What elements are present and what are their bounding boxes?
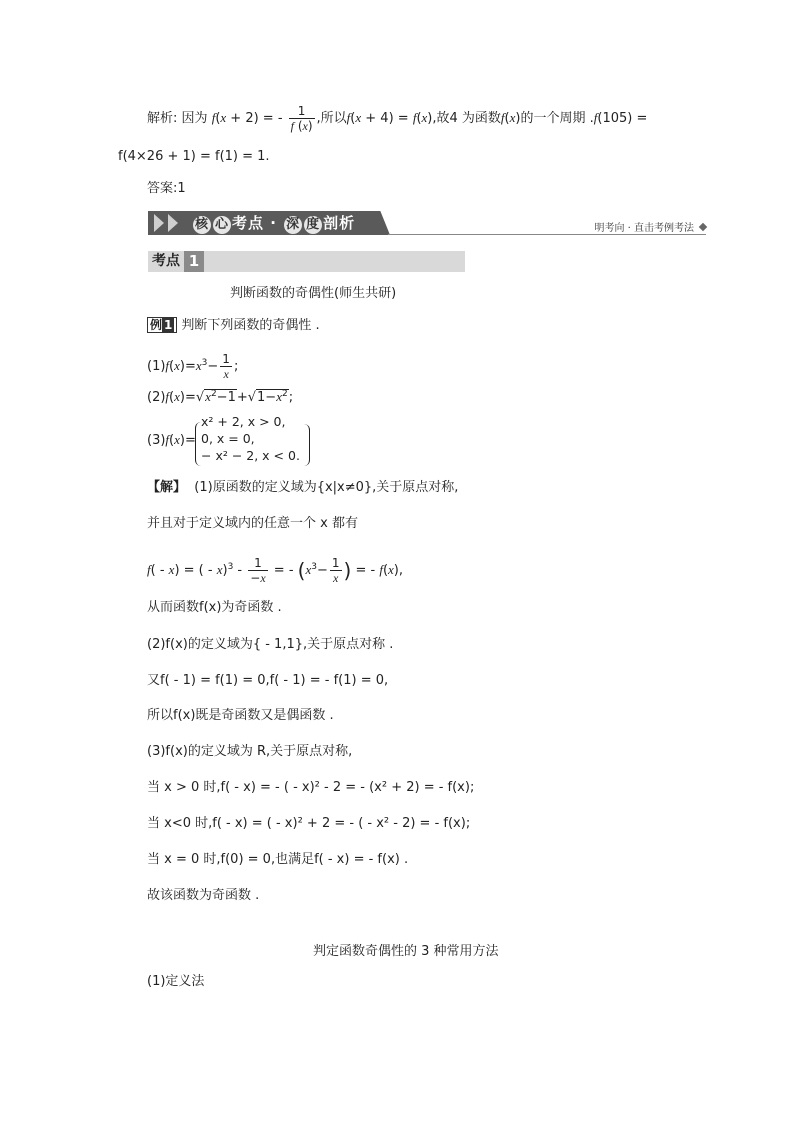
solution-line-8: (3)f(x)的定义域为 R,关于原点对称, bbox=[147, 744, 353, 759]
kaodian-label: 考点 bbox=[152, 253, 180, 269]
piecewise-line-3: − x² − 2, x < 0. bbox=[201, 448, 300, 463]
jiexi-text-3: ,故4 为函数 bbox=[432, 111, 501, 126]
example-item-2: $(2)f(x)=√x^2-1+√1-x^2$; bbox=[147, 389, 294, 405]
banner-title-char: 深 bbox=[286, 217, 301, 232]
banner-subtitle: 明考向 · 直击考例考法 bbox=[594, 223, 694, 234]
banner-title bbox=[192, 213, 355, 234]
diamond-icon bbox=[699, 223, 707, 231]
summary-item-1: (1)定义法 bbox=[147, 974, 205, 989]
example-tag: 例 1 bbox=[147, 317, 177, 333]
solution-line-12: 故该函数为奇函数 . bbox=[147, 888, 260, 903]
banner-title-char: 心 bbox=[214, 217, 229, 232]
brace-right bbox=[303, 424, 310, 466]
solution-label: 【解】 bbox=[147, 480, 187, 495]
banner-title-text: 剖析 bbox=[323, 214, 356, 232]
solution-line-10: 当 x<0 时,f( - x) = ( - x)² + 2 = - ( - x² - 2) = - f(x); bbox=[147, 816, 471, 831]
kaodian-bar bbox=[148, 251, 465, 272]
kaodian-number: 1 bbox=[184, 251, 204, 272]
jiexi-line-1: 解析: 因为 f(x + 2) = - $\frac{1}{f (x)}$ ,所以f(x + 4) = f(x),故4 为函数f(x)的一个周期 .f(105) = bbox=[147, 104, 648, 133]
solution-line-6: 又f( - 1) = f(1) = 0,f( - 1) = - f(1) = 0, bbox=[147, 673, 389, 688]
fraction: $\frac{1}{f (x)}$ bbox=[290, 104, 313, 133]
answer-line: 答案:1 bbox=[147, 181, 186, 196]
jiexi-line-2: f(4×26 + 1) = f(1) = 1. bbox=[118, 149, 270, 164]
solution-line-11: 当 x = 0 时,f(0) = 0,也满足f( - x) = - f(x) . bbox=[147, 852, 409, 867]
solution-line-4: 从而函数f(x)为奇函数 . bbox=[147, 600, 282, 615]
example-line bbox=[147, 317, 320, 335]
jiexi-label: 解析: bbox=[147, 111, 178, 126]
example-prompt: 判断下列函数的奇偶性 . bbox=[181, 318, 320, 333]
section-banner bbox=[148, 211, 708, 237]
jiexi-text-1: 因为 bbox=[181, 111, 208, 126]
section-title: 判断函数的奇偶性(师生共研) bbox=[230, 286, 397, 301]
solution-line-7: 所以f(x)既是奇函数又是偶函数 . bbox=[147, 708, 334, 723]
banner-title-char: 核 bbox=[194, 217, 209, 232]
chevron-icon bbox=[154, 214, 164, 232]
solution-line-1: 【解】 (1)原函数的定义域为{x|x≠0},关于原点对称, bbox=[147, 480, 459, 495]
solution-line-3: f( - x) = ( - x)$^3$ - $\frac{1}{-x}$ = - ($x^3-$ $\frac{1}{x}$ ) = - f(x), bbox=[147, 556, 404, 585]
piecewise-line-1: x² + 2, x > 0, bbox=[201, 414, 286, 429]
piecewise-brace bbox=[195, 414, 310, 466]
example-item-3: (3)f(x)= bbox=[147, 432, 196, 448]
example-item-1: $(1)f(x)=x^3-$ $\frac{1}{x}$ ; bbox=[147, 352, 239, 381]
solution-line-5: (2)f(x)的定义域为{ - 1,1},关于原点对称 . bbox=[147, 637, 394, 652]
piecewise-line-2: 0, x = 0, bbox=[201, 431, 255, 446]
chevron-icon bbox=[168, 214, 178, 232]
summary-title: 判定函数奇偶性的 3 种常用方法 bbox=[313, 944, 499, 959]
jiexi-text-2: ,所以 bbox=[316, 111, 347, 126]
banner-title-text: 考点 · bbox=[232, 214, 284, 232]
divider bbox=[388, 234, 706, 235]
solution-line-2: 并且对于定义域内的任意一个 x 都有 bbox=[147, 516, 358, 531]
solution-line-9: 当 x > 0 时,f( - x) = - ( - x)² - 2 = - (x² + 2) = - f(x); bbox=[147, 780, 475, 795]
banner-title-char: 度 bbox=[306, 217, 321, 232]
jiexi-text-4: 的一个周期 . bbox=[520, 111, 594, 126]
